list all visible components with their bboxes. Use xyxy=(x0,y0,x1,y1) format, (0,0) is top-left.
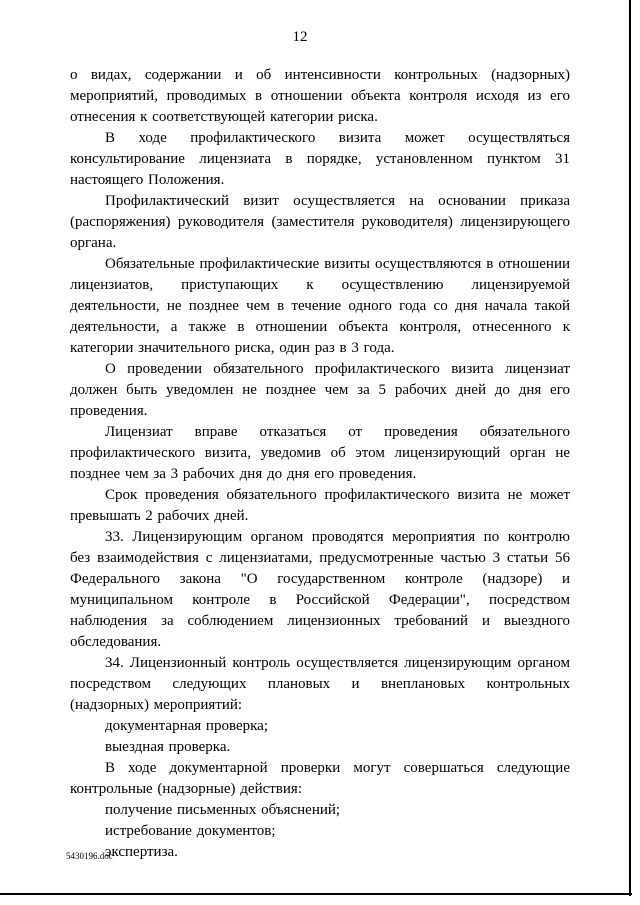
paragraph: 34. Лицензионный контроль осуществляется лицензирующим органом посредством следующих плановых и внеплановых контрольных (надзорных) мероприятий: xyxy=(70,655,570,713)
footer-filename: 5430196.doc xyxy=(66,851,113,861)
page-border-bottom xyxy=(0,893,632,895)
paragraph: В ходе документарной проверки могут совершаться следующие контрольные (надзорные) действия: xyxy=(70,760,570,797)
paragraph: экспертиза. xyxy=(105,844,178,860)
page-border-right xyxy=(629,0,631,896)
paragraph: получение письменных объяснений; xyxy=(105,802,341,818)
paragraph: истребование документов; xyxy=(105,823,276,839)
paragraph: выездная проверка. xyxy=(105,739,231,755)
paragraph: О проведении обязательного профилактического визита лицензиат должен быть уведомлен не позднее чем за 5 рабочих дней до дня его проведения. xyxy=(70,361,570,419)
paragraph: Обязательные профилактические визиты осуществляются в отношении лицензиатов, приступающих к осуществлению лицензируемой деятельности, не позднее чем в течение одного года со дня начала такой деятельности, а также в отношении объекта контроля, отнесенного к категории значительного риска, один раз в 3 года. xyxy=(70,256,570,356)
page-number: 12 xyxy=(292,29,308,45)
paragraph: Срок проведения обязательного профилактического визита не может превышать 2 рабочих дней. xyxy=(70,487,570,524)
paragraph: о видах, содержании и об интенсивности контрольных (надзорных) мероприятий, проводимых в отношении объекта контроля исходя из его отнесения к соответствующей категории риска. xyxy=(70,67,570,125)
paragraph: В ходе профилактического визита может осуществляться консультирование лицензиата в порядке, установленном пунктом 31 настоящего Положения. xyxy=(70,130,570,188)
paragraph: Лицензиат вправе отказаться от проведения обязательного профилактического визита, уведомив об этом лицензирующий орган не позднее чем за 3 рабочих дня до дня его проведения. xyxy=(70,424,570,482)
paragraph: документарная проверка; xyxy=(105,718,268,734)
paragraph: 33. Лицензирующим органом проводятся мероприятия по контролю без взаимодействия с лицензиатами, предусмотренные частью 3 статьи 56 Федерального закона "О государственном контроле (надзоре) и муниципальном контроле в Российской Федерации", посредством наблюдения за соблюдением лицензионных требований и выездного обследования. xyxy=(70,529,570,650)
paragraph: Профилактический визит осуществляется на основании приказа (распоряжения) руководителя (заместителя руководителя) лицензирующего органа. xyxy=(70,193,570,251)
content xyxy=(70,65,570,863)
